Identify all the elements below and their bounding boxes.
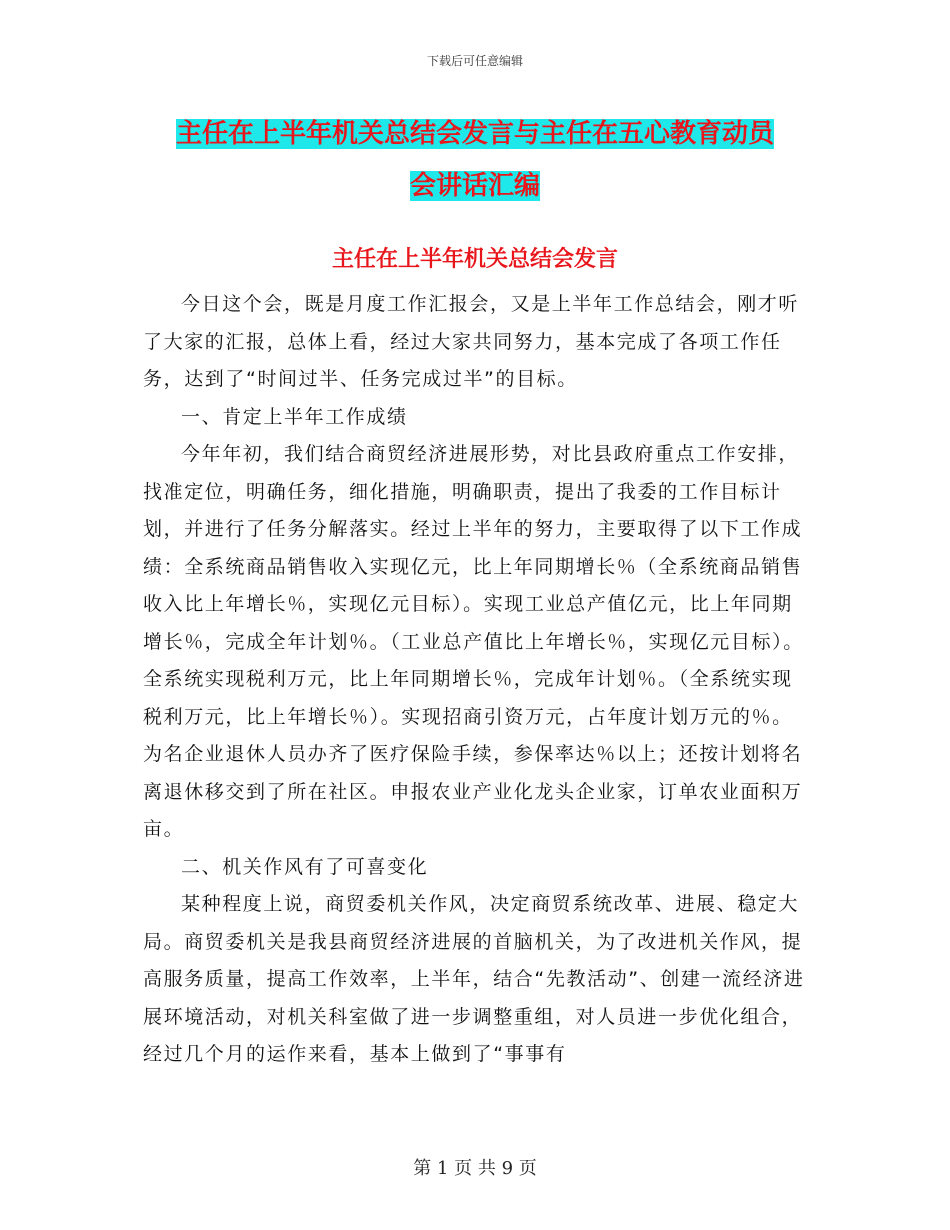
- subheading: 二、机关作风有了可喜变化: [181, 855, 429, 878]
- document-title-line-1: 主任在上半年机关总结会发言与主任在五心教育动员: [175, 119, 774, 149]
- paragraph: 今日这个会，既是月度工作汇报会，又是上半年工作总结会，刚才听了大家的汇报，总体上看，经过大家共同努力，基本完成了各项工作任务，达到了“时间过半、任务完成过半”的目标。: [143, 293, 800, 390]
- header-note: 下载后可任意编辑: [426, 54, 523, 68]
- subheading: 一、肯定上半年工作成绩: [181, 405, 408, 428]
- paragraph: 某种程度上说，商贸委机关作风，决定商贸系统改革、进展、稳定大局。商贸委机关是我县商贸经济进展的首脑机关，为了改进机关作风，提高服务质量，提高工作效率，上半年，结合“先教活动”、创建一流经济进展环境活动，对机关科室做了进一步调整重组，对人员进一步优化组合，经过几个月的运作来看，基本上做到了“事事有: [143, 893, 805, 1065]
- page-footer: 第 1 页 共 9 页: [413, 1158, 537, 1179]
- paragraph: 今年年初，我们结合商贸经济进展形势，对比县政府重点工作安排，找准定位，明确任务，细化措施，明确职责，提出了我委的工作目标计划，并进行了任务分解落实。经过上半年的努力，主要取得了以下工作成绩：全系统商品销售收入实现亿元，比上年同期增长％（全系统商品销售收入比上年增长％，实现亿元目标）。实现工业总产值亿元，比上年同期增长％，完成全年计划％。（工业总产值比上年增长％，实现亿元目标）。全系统实现税利万元，比上年同期增长％，完成年计划％。（全系统实现税利万元，比上年增长％）。实现招商引资万元，占年度计划万元的％。为名企业退休人员办齐了医疗保险手续，参保率达％以上；还按计划将名离退休移交到了所在社区。申报农业产业化龙头企业家，订单农业面积万亩。: [143, 443, 804, 840]
- body-text: [143, 286, 811, 1074]
- document-title-line-2: 会讲话汇编: [409, 171, 540, 201]
- section-title: 主任在上半年机关总结会发言: [331, 247, 618, 272]
- document-title: [150, 108, 800, 212]
